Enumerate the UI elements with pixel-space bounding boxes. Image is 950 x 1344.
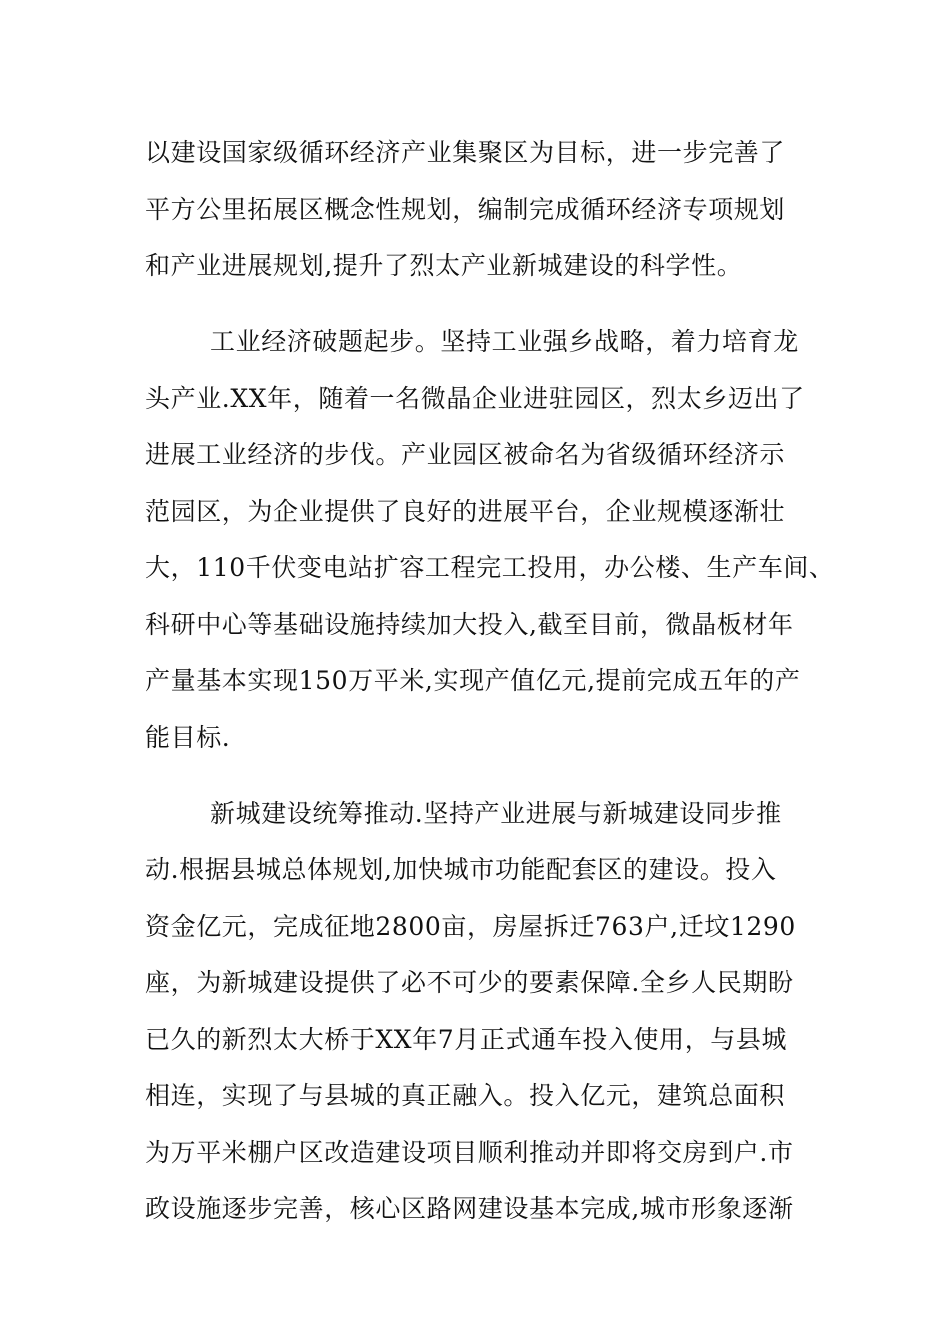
text-line: 资金亿元，完成征地2800亩，房屋拆迁763户,迁坟1290 <box>145 912 796 941</box>
text-line: 为万平米棚户区改造建设项目顺利推动并即将交房到户.市 <box>145 1138 794 1167</box>
text-line: 大，110千伏变电站扩容工程完工投用，办公楼、生产车间、 <box>145 553 835 582</box>
text-line: 能目标. <box>145 723 231 752</box>
text-line: 和产业进展规划,提升了烈太产业新城建设的科学性。 <box>145 251 743 280</box>
paragraph-start-line: 新城建设统筹推动.坚持产业进展与新城建设同步推 <box>210 799 782 828</box>
text-line: 已久的新烈太大桥于XX年7月正式通车投入使用，与县城 <box>145 1025 788 1054</box>
paragraph-start-line: 工业经济破题起步。坚持工业强乡战略，着力培育龙 <box>210 327 799 356</box>
text-line: 座，为新城建设提供了必不可少的要素保障.全乡人民期盼 <box>145 968 794 997</box>
text-line: 相连，实现了与县城的真正融入。投入亿元，建筑总面积 <box>145 1081 786 1110</box>
text-line: 头产业.XX年，随着一名微晶企业进驻园区，烈太乡迈出了 <box>145 384 805 413</box>
text-line: 政设施逐步完善，核心区路网建设基本完成,城市形象逐渐 <box>145 1194 794 1223</box>
text-line: 动.根据县城总体规划,加快城市功能配套区的建设。投入 <box>145 855 777 884</box>
text-line: 进展工业经济的步伐。产业园区被命名为省级循环经济示 <box>145 440 786 469</box>
text-line: 范园区，为企业提供了良好的进展平台，企业规模逐渐壮 <box>145 497 786 526</box>
text-line: 以建设国家级循环经济产业集聚区为目标，进一步完善了 <box>145 138 786 167</box>
text-line: 产量基本实现150万平米,实现产值亿元,提前完成五年的产 <box>145 666 801 695</box>
text-line: 平方公里拓展区概念性规划，编制完成循环经济专项规划 <box>145 195 786 224</box>
text-line: 科研中心等基础设施持续加大投入,截至目前，微晶板材年 <box>145 610 794 639</box>
